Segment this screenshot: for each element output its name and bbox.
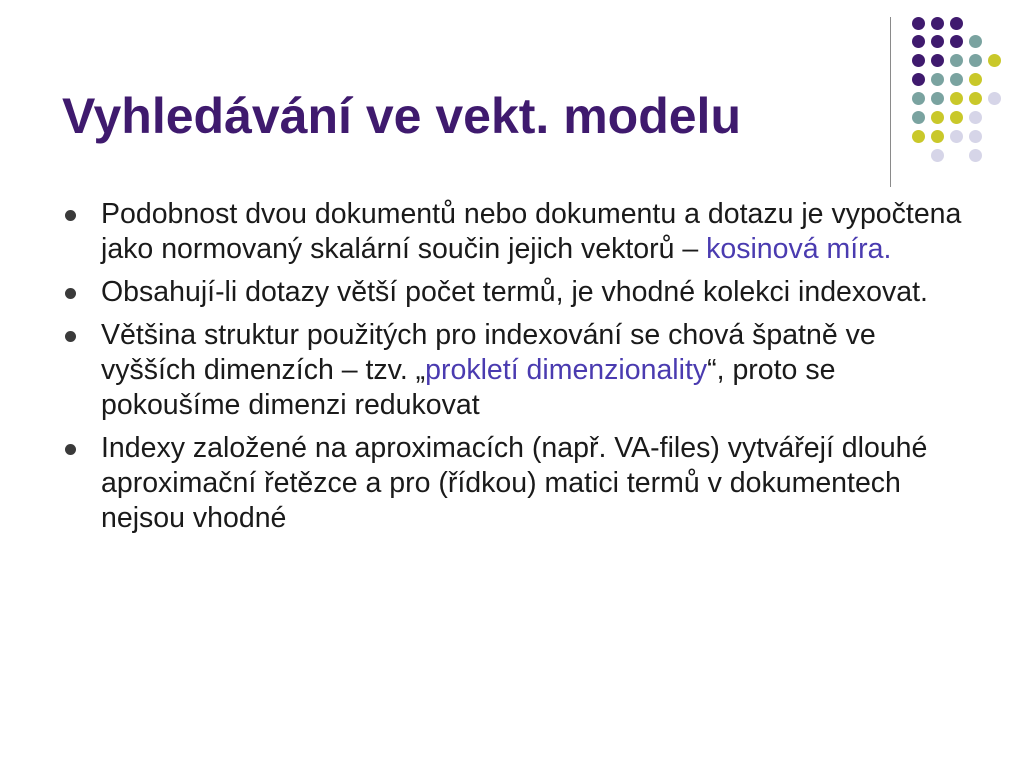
decorative-dot: [912, 17, 925, 30]
bullet-list: [62, 197, 972, 544]
decorative-dot: [931, 35, 944, 48]
decorative-dot: [969, 73, 982, 86]
decorative-divider: [890, 17, 891, 187]
decorative-dot: [969, 35, 982, 48]
highlighted-term: prokletí dimenzionality: [425, 354, 708, 386]
decorative-dot: [931, 17, 944, 30]
decorative-dot: [912, 54, 925, 67]
decorative-dot: [912, 35, 925, 48]
decorative-dot: [950, 73, 963, 86]
decorative-dot: [950, 54, 963, 67]
decorative-dot: [912, 111, 925, 124]
bullet-text: Většina struktur použitých pro indexování se chová špatně ve vyšších dimenzích – tzv. „: [101, 319, 876, 386]
decorative-dot: [950, 130, 963, 143]
decorative-dot: [988, 54, 1001, 67]
decorative-dot: [931, 54, 944, 67]
bullet-text: Podobnost dvou dokumentů nebo dokumentu a dotazu je vypočtena jako normovaný skalární součin jejich vektorů –: [101, 198, 962, 265]
decorative-dot: [950, 35, 963, 48]
bullet-item: [62, 275, 972, 310]
bullet-dot-icon: [65, 288, 76, 299]
decorative-dot: [931, 73, 944, 86]
decorative-dot: [969, 149, 982, 162]
decorative-dot: [969, 130, 982, 143]
bullet-item: [62, 197, 972, 267]
highlighted-term: kosinová míra.: [706, 233, 892, 265]
decorative-dot: [969, 111, 982, 124]
bullet-text: “, proto se pokoušíme dimenzi redukovat: [101, 354, 836, 421]
decorative-dot: [988, 92, 1001, 105]
decorative-dot: [931, 130, 944, 143]
bullet-text: Obsahují-li dotazy větší počet termů, je vhodné kolekci indexovat.: [101, 276, 928, 308]
bullet-item: [62, 431, 972, 536]
decorative-dot: [912, 73, 925, 86]
decorative-dot: [969, 92, 982, 105]
bullet-dot-icon: [65, 444, 76, 455]
decorative-dot: [950, 111, 963, 124]
decorative-dot: [912, 130, 925, 143]
decorative-dot: [969, 54, 982, 67]
bullet-item: [62, 318, 972, 423]
decorative-dot: [931, 111, 944, 124]
decorative-dot: [931, 149, 944, 162]
bullet-dot-icon: [65, 331, 76, 342]
bullet-dot-icon: [65, 210, 76, 221]
decorative-dot: [950, 17, 963, 30]
bullet-text: Indexy založené na aproximacích (např. VA-files) vytvářejí dlouhé aproximační řetězce a pro (řídkou) matici termů v dokumentech nejsou vhodné: [101, 432, 928, 534]
slide-title: Vyhledávání ve vekt. modelu: [62, 88, 741, 144]
decorative-dot: [931, 92, 944, 105]
decorative-dot: [912, 92, 925, 105]
decorative-dot: [950, 92, 963, 105]
